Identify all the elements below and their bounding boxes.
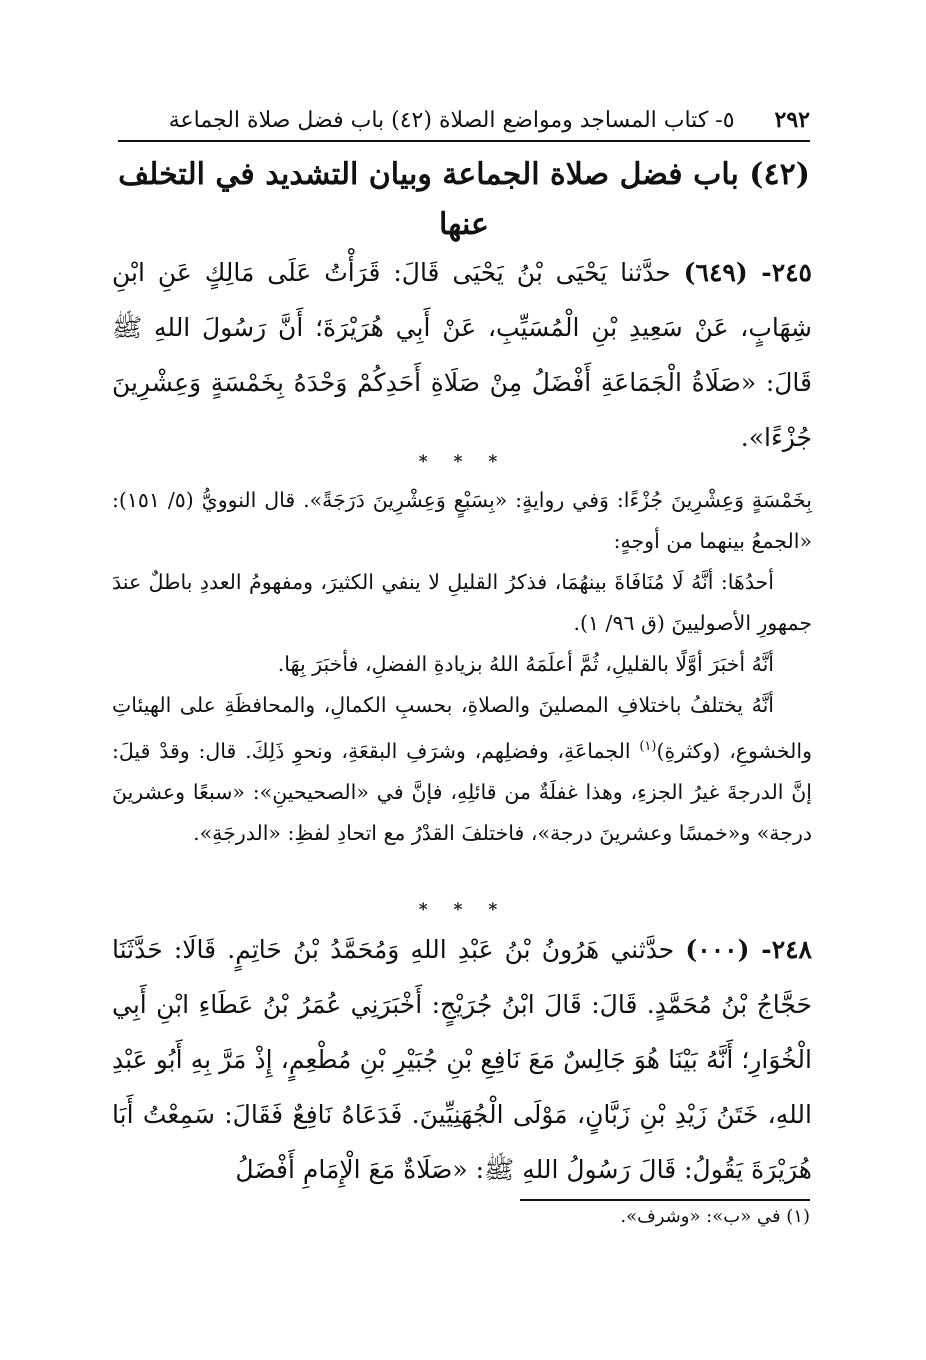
hadith-number: ٢٤٥- (٦٤٩) (683, 258, 812, 287)
page-header (115, 103, 810, 137)
hadith-text: حدَّثني هَرُونُ بْنُ عَبْدِ اللهِ وَمُحَمَّدُ بْنُ حَاتِمٍ. قَالَا: حَدَّثَنَا حَجَّاجُ بْنُ مُحَمَّدٍ. قَالَ: قَالَ ابْنُ جُرَيْجٍ: أَخْبَرَنِي عُمَرُ بْنُ عَطَاءِ ابْنِ أَبِي الْخُوَارِ؛ أَنَّهُ بَيْنَا هُوَ جَالِسٌ مَعَ نَافِعِ بْنِ جُبَيْرِ بْنِ مُطْعِمٍ، إِذْ مَرَّ بِهِ أَبُو عَبْدِ اللهِ، خَتَنُ زَيْدِ بْنِ زَبَّانٍ، مَوْلَى الْجُهَنِيِّينَ. فَدَعَاهُ نَافِعٌ فَقَالَ: سَمِعْتُ أَبَا هُرَيْرَةَ يَقُولُ: قَالَ رَسُولُ اللهِ ﷺ: «صَلَاةٌ مَعَ الْإِمَامِ أَفْضَلُ (112, 935, 812, 1184)
hadith-number: ٢٤٨- (٠٠٠) (685, 935, 812, 964)
running-title: ٥- كتاب المساجد ومواضع الصلاة (٤٢) باب فضل صلاة الجماعة (168, 107, 735, 133)
commentary-paragraph: أحدُهَا: أنَّهُ لَا مُنَافَاةَ بينهُمَا، فذكرُ القليلِ لا ينفي الكثيرَ، ومفهومُ العددِ باطلٌ عندَ جمهورِ الأصوليينَ (ق ٩٦/ ١). (112, 570, 812, 635)
commentary-text: أنَّهُ يختلفُ باختلافِ المصلينَ والصلاةِ، بحسبِ الكمالِ، والمحافظَةِ على الهيئاتِ والخشوعِ، (وكثرةِ) (112, 693, 812, 763)
footnote-marker: (١) (639, 739, 657, 754)
section-separator: * * * (418, 900, 508, 920)
footnote-rule (520, 1199, 810, 1201)
hadith-text: حدَّثنا يَحْيَى بْنُ يَحْيَى قَالَ: قَرَأْتُ عَلَى مَالِكٍ عَنِ ابْنِ شِهَابٍ، عَنْ سَعِيدِ بْنِ الْمُسَيِّبِ، عَنْ أَبِي هُرَيْرَةَ؛ أَنَّ رَسُولَ اللهِ ﷺ قَالَ: «صَلَاةُ الْجَمَاعَةِ أَفْضَلُ مِنْ صَلَاةِ أَحَدِكُمْ وَحْدَهُ بِخَمْسَةٍ وَعِشْرِينَ جُزْءًا». (112, 258, 812, 452)
commentary-paragraph: بِخَمْسَةٍ وَعِشْرِينَ جُزْءًا: وَفي روايةٍ: «بِسَبْعٍ وَعِشْرِينَ دَرَجَةً». قال النوويُّ (٥/ ١٥١): «الجمعُ بينهما من أوجهٍ: (112, 488, 812, 553)
commentary-paragraph: أنَّهُ أخبَرَ أوَّلًا بالقليلِ، ثُمَّ أعلَمَهُ اللهُ بزيادةِ الفضلِ، فأخبَرَ بِهَا. (277, 652, 774, 676)
hadith-245 (112, 245, 812, 465)
section-separator: * * * (418, 452, 508, 472)
commentary-paragraph (112, 685, 812, 854)
hadith-248 (112, 922, 812, 1197)
page-number: ٢٩٢ (774, 107, 810, 133)
chapter-title: (٤٢) باب فضل صلاة الجماعة وبيان التشديد في التخلف عنها (118, 157, 810, 242)
footnote: (١) في «ب»: «وشرف». (620, 1206, 810, 1227)
header-rule (118, 140, 810, 142)
commentary-text: الجماعَةِ، وفضلِهم، وشرَفِ البقعَةِ، ونحوِ ذَلِكَ. قال: وقدْ قيلَ: إنَّ الدرجةَ غيرُ الجزءِ، وهذا غفلَةٌ من قائلِهِ، فإنَّ في «الصحيحينِ»: «سبعًا وعشرينَ درجة» و«خمسًا وعشرينَ درجة»، فاختلفَ القدْرُ مع اتحادِ لفظِ: «الدرجَةِ». (112, 738, 812, 845)
commentary (112, 480, 812, 854)
